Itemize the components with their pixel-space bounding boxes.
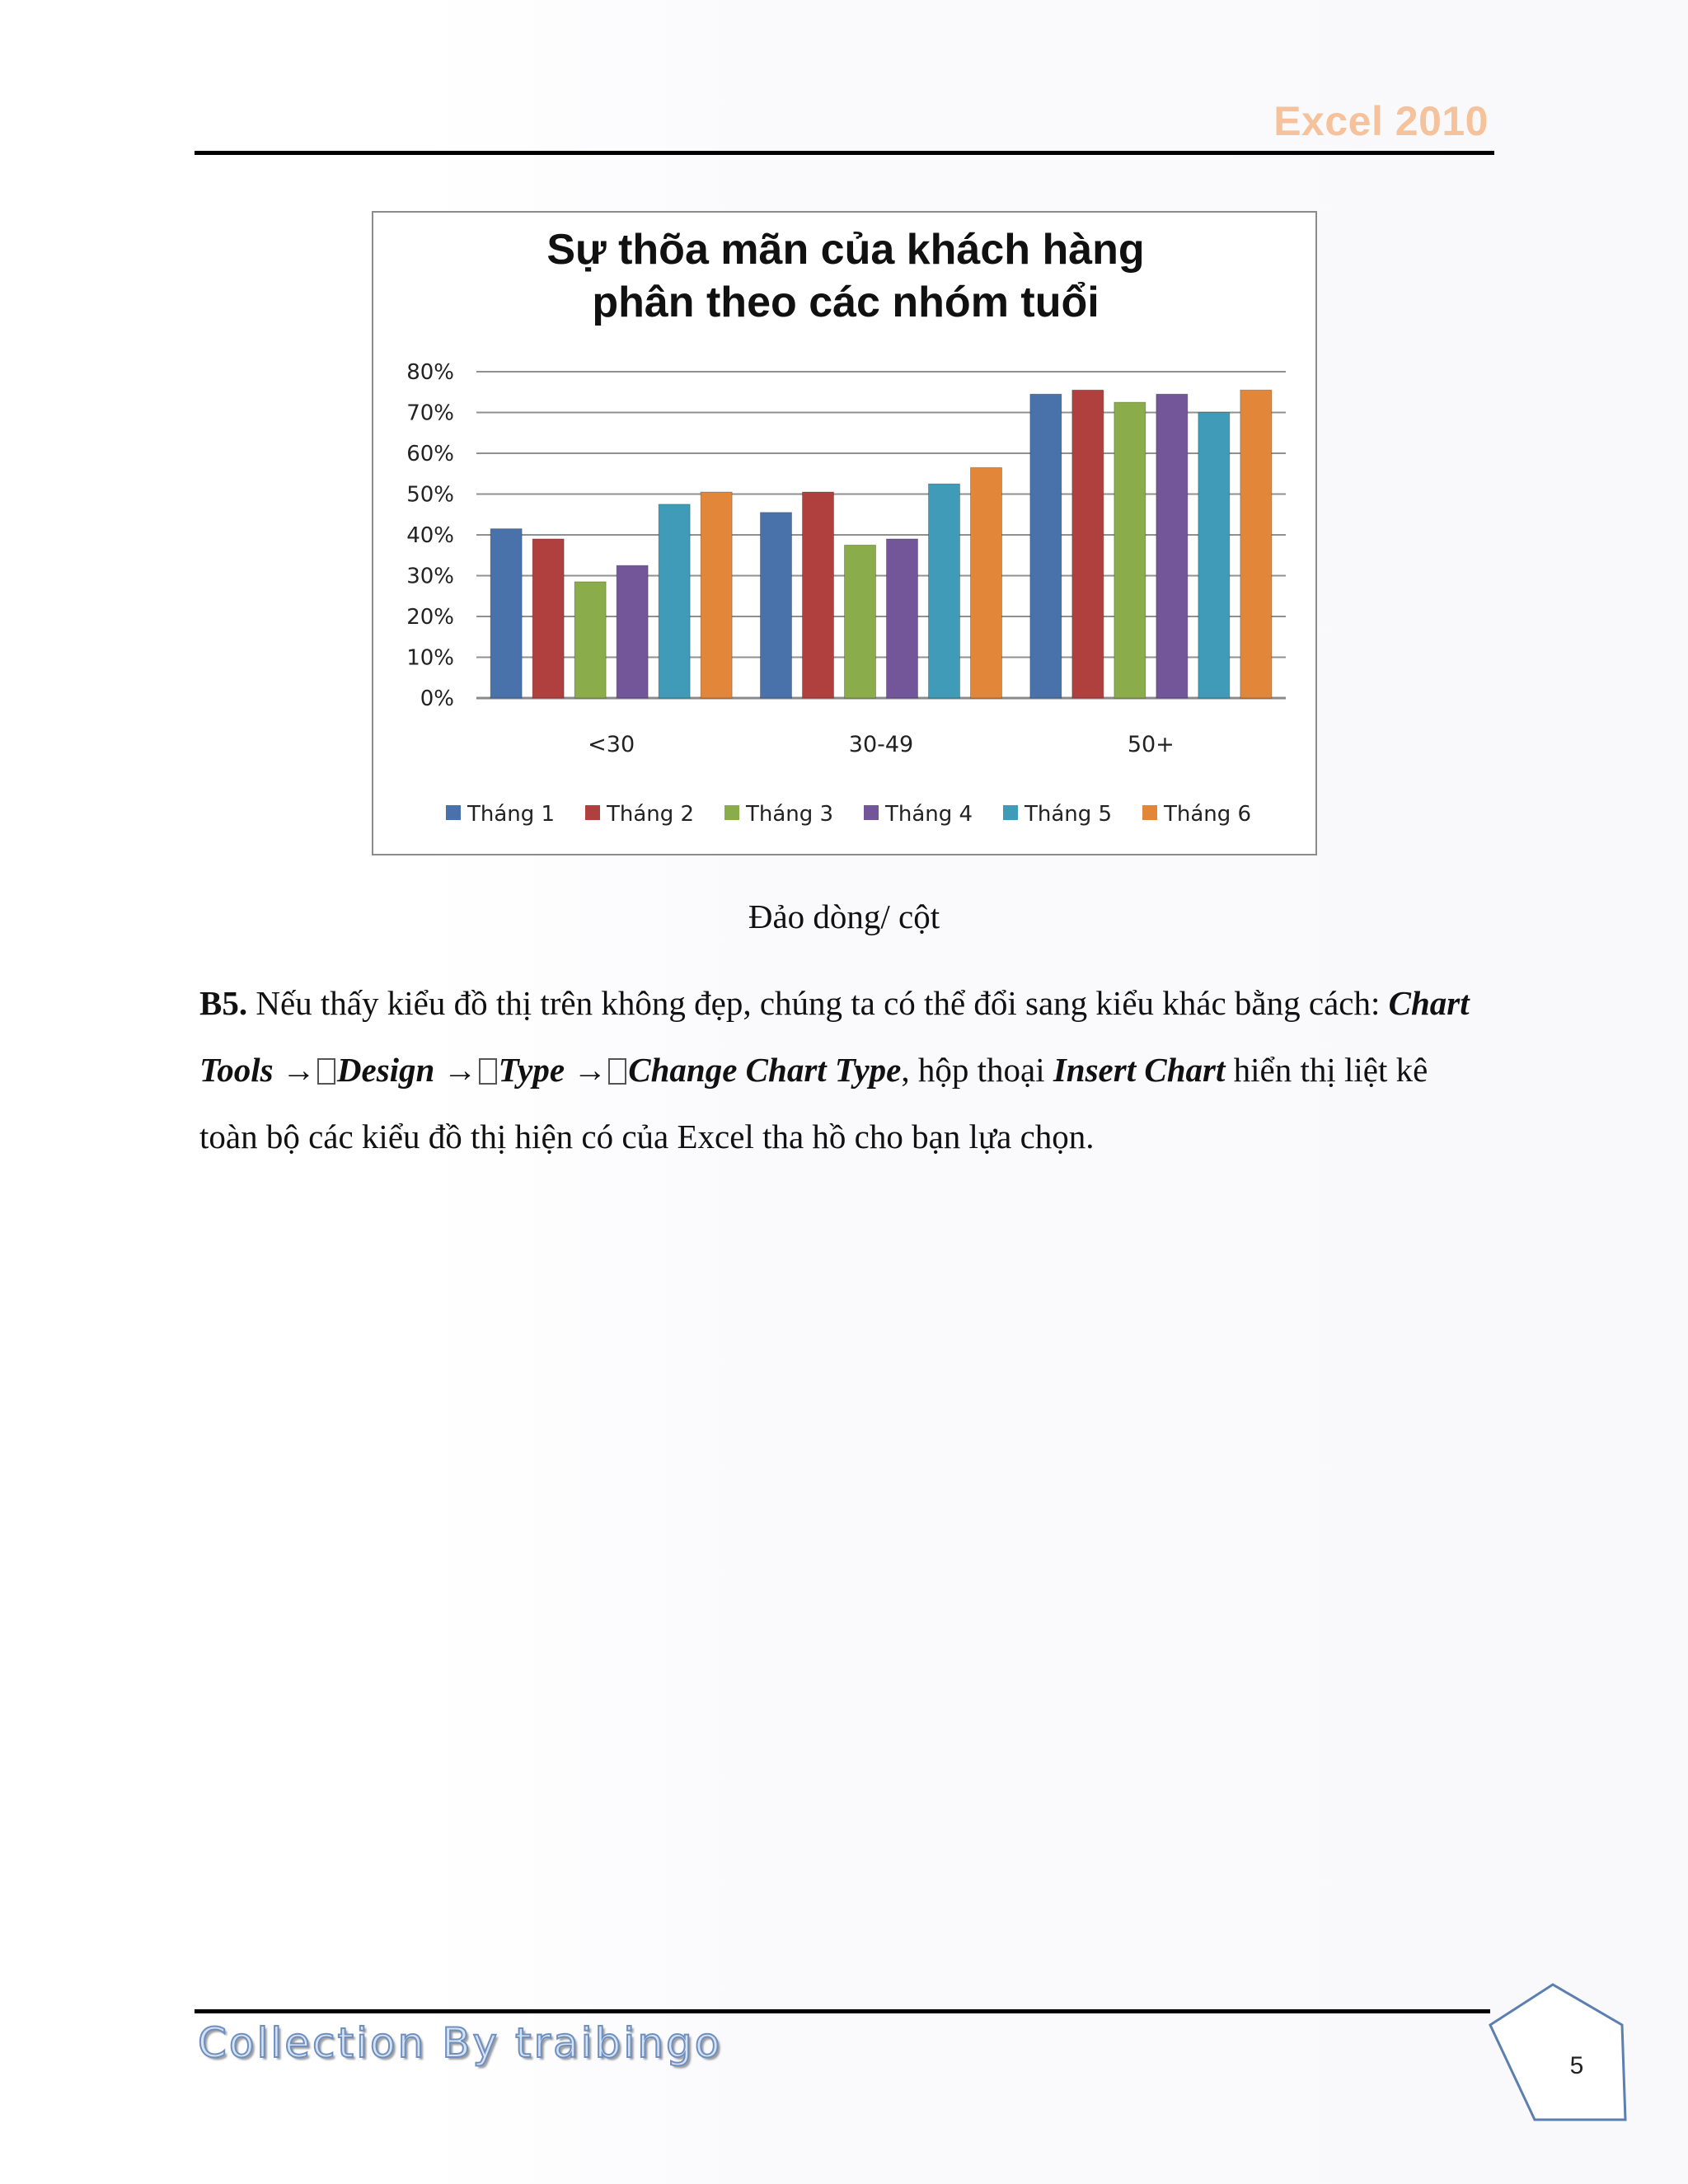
y-tick-label: 10%: [406, 645, 454, 671]
bar: [574, 582, 606, 698]
term-chart-tools: Chart Tools: [199, 984, 1470, 1089]
legend-label: Tháng 4: [885, 802, 973, 827]
legend-swatch: [1142, 805, 1157, 820]
legend-label: Tháng 5: [1025, 802, 1113, 827]
bar: [1198, 413, 1230, 699]
x-tick-label: 50+: [1127, 732, 1175, 757]
missing-glyph-icon: [479, 1058, 497, 1085]
bar: [803, 492, 834, 698]
y-tick-label: 50%: [406, 482, 454, 508]
bar: [701, 492, 732, 698]
bar: [1072, 390, 1104, 698]
bar: [971, 467, 1002, 698]
step-label: B5.: [199, 984, 248, 1022]
missing-glyph-icon: [317, 1058, 335, 1085]
bar: [532, 539, 564, 698]
chart-svg: [373, 213, 1319, 857]
paragraph-text-1: Nếu thấy kiểu đồ thị trên không đẹp, chúng ta có thể đổi sang kiểu khác bằng cách:: [247, 984, 1389, 1022]
bar: [1240, 390, 1272, 698]
legend-swatch: [446, 805, 461, 820]
bar: [490, 529, 522, 698]
y-tick-label: 70%: [406, 401, 454, 426]
footer-rule: [195, 2009, 1490, 2013]
legend-swatch: [724, 805, 739, 820]
term-design: Design: [336, 1051, 435, 1089]
page-number-badge: [1484, 1982, 1632, 2124]
arrow-icon: →: [443, 1051, 477, 1089]
legend-label: Tháng 3: [746, 802, 834, 827]
legend-swatch: [1003, 805, 1018, 820]
bar: [1114, 402, 1146, 698]
legend-label: Tháng 6: [1164, 802, 1252, 827]
y-tick-label: 80%: [406, 360, 454, 385]
bar: [845, 545, 876, 698]
legend-swatch: [585, 805, 600, 820]
y-tick-label: 30%: [406, 564, 454, 589]
paragraph-text-3: hiển thị liệt kê toàn bộ các kiểu đồ thị hiện có của Excel tha hồ cho bạn lựa chọn.: [199, 1051, 1428, 1155]
term-type: Type: [498, 1051, 565, 1089]
header-rule: [195, 151, 1494, 155]
legend-label: Tháng 1: [467, 802, 556, 827]
paragraph-b5: [199, 970, 1489, 1170]
legend-label: Tháng 2: [607, 802, 695, 827]
bar: [1030, 394, 1062, 698]
bar: [761, 513, 792, 698]
chart-figure: [372, 211, 1317, 855]
legend-swatch: [864, 805, 879, 820]
term-insert-chart: Insert Chart: [1053, 1051, 1226, 1089]
missing-glyph-icon: [608, 1058, 626, 1085]
y-tick-label: 20%: [406, 605, 454, 630]
arrow-icon: →: [573, 1051, 607, 1089]
x-tick-label: 30-49: [848, 732, 914, 757]
header-title: Excel 2010: [1273, 98, 1489, 144]
y-tick-label: 40%: [406, 523, 454, 548]
page-number: 5: [1569, 2052, 1584, 2079]
y-tick-label: 0%: [420, 687, 454, 711]
bar: [1156, 394, 1188, 698]
bar: [659, 504, 690, 698]
footer-brand: Collection By traibingo: [198, 2019, 723, 2067]
paragraph-text-2: , hộp thoại: [901, 1051, 1053, 1089]
bar: [617, 565, 648, 698]
bar: [929, 484, 960, 698]
arrow-icon: →: [281, 1051, 316, 1089]
term-change-chart-type: Change Chart Type: [628, 1051, 902, 1089]
y-tick-label: 60%: [406, 442, 454, 466]
figure-caption: Đảo dòng/ cột: [748, 898, 940, 935]
bar: [887, 539, 918, 698]
x-tick-label: <30: [588, 732, 635, 757]
chart-title-line: Sự thõa mãn của khách hàng: [546, 226, 1145, 274]
chart-title-line: phân theo các nhóm tuổi: [592, 279, 1100, 326]
